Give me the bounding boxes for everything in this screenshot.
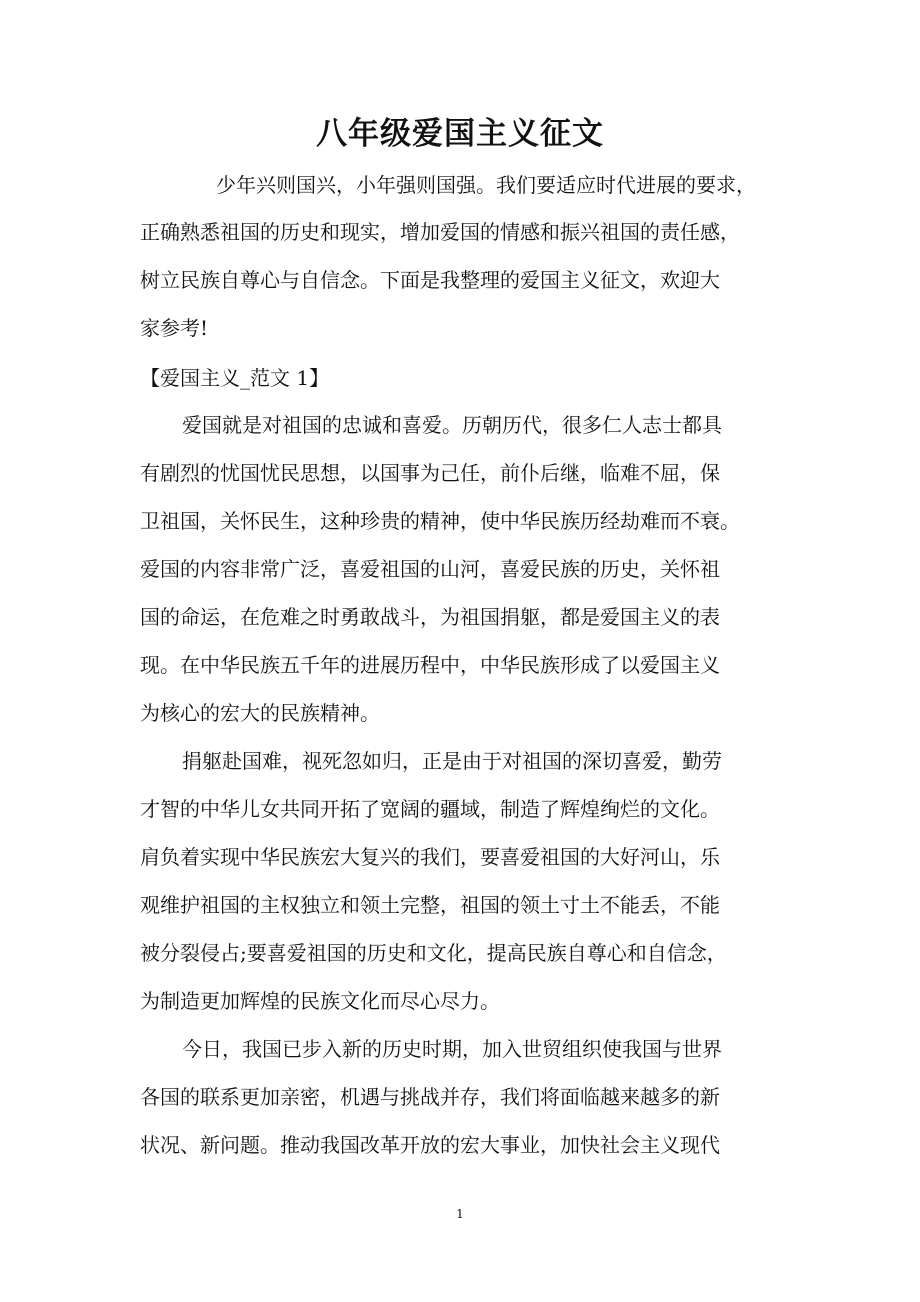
- intro-line-2: 正确熟悉祖国的历史和现实，增加爱国的情感和振兴祖国的责任感，: [140, 220, 740, 244]
- paragraph-3-line-1: 今日，我国已步入新的历史时期，加入世贸组织使我国与世界: [182, 1037, 722, 1061]
- paragraph-2-line-2: 才智的中华儿女共同开拓了宽阔的疆域，制造了辉煌绚烂的文化。: [140, 797, 720, 821]
- intro-line-1: 少年兴则国兴，小年强则国强。我们要适应时代进展的要求，: [216, 173, 756, 197]
- section-heading: 【爱国主义_范文 1】: [140, 366, 330, 390]
- paragraph-3-line-3: 状况、新问题。推动我国改革开放的宏大事业，加快社会主义现代: [140, 1133, 720, 1157]
- paragraph-1-line-1: 爱国就是对祖国的忠诚和喜爱。历朝历代，很多仁人志士都具: [182, 413, 722, 437]
- paragraph-1-line-5: 国的命运，在危难之时勇敢战斗，为祖国捐躯，都是爱国主义的表: [140, 605, 720, 629]
- page-number: 1: [456, 1207, 464, 1221]
- paragraph-1-line-3: 卫祖国，关怀民生，这种珍贵的精神，使中华民族历经劫难而不衰。: [140, 509, 740, 533]
- paragraph-3-line-2: 各国的联系更加亲密，机遇与挑战并存，我们将面临越来越多的新: [140, 1085, 720, 1109]
- paragraph-1-line-4: 爱国的内容非常广泛，喜爱祖国的山河，喜爱民族的历史，关怀祖: [140, 557, 720, 581]
- paragraph-2-line-1: 捐躯赴国难，视死忽如归，正是由于对祖国的深切喜爱，勤劳: [182, 749, 722, 773]
- paragraph-2-line-6: 为制造更加辉煌的民族文化而尽心尽力。: [140, 989, 500, 1013]
- document-title: 八年级爱国主义征文: [316, 116, 604, 152]
- intro-line-3: 树立民族自尊心与自信念。下面是我整理的爱国主义征文，欢迎大: [140, 268, 720, 292]
- paragraph-1-line-6: 现。在中华民族五千年的进展历程中，中华民族形成了以爱国主义: [140, 653, 720, 677]
- paragraph-1-line-7: 为核心的宏大的民族精神。: [140, 701, 380, 725]
- paragraph-2-line-4: 观维护祖国的主权独立和领土完整，祖国的领土寸土不能丢，不能: [140, 893, 720, 917]
- paragraph-1-line-2: 有剧烈的忧国忧民思想，以国事为己任，前仆后继，临难不屈，保: [140, 461, 720, 485]
- paragraph-2-line-5: 被分裂侵占;要喜爱祖国的历史和文化，提高民族自尊心和自信念，: [140, 941, 727, 965]
- paragraph-2-line-3: 肩负着实现中华民族宏大复兴的我们，要喜爱祖国的大好河山，乐: [140, 845, 720, 869]
- intro-line-4: 家参考!: [140, 316, 209, 340]
